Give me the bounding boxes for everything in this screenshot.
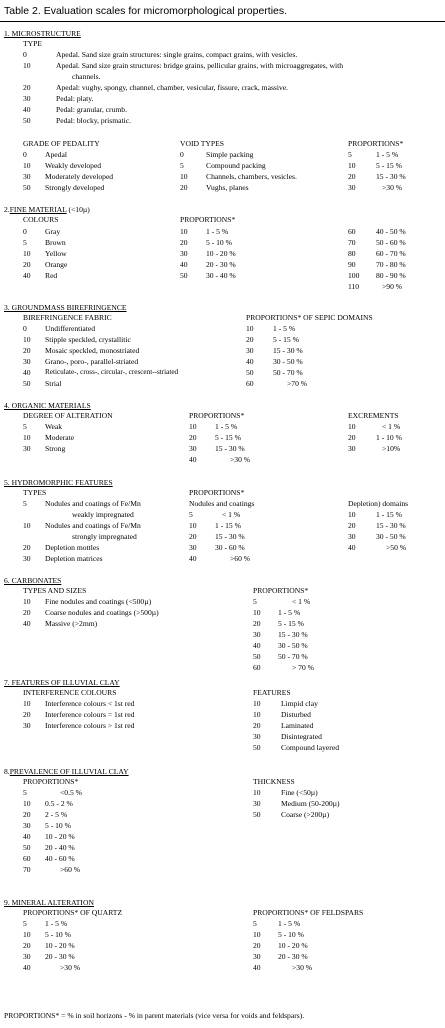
- types-heading: TYPES: [23, 488, 47, 497]
- section-5-heading: 5. HYDROMORPHIC FEATURES: [4, 478, 113, 487]
- proportions-heading: PROPORTIONS*: [348, 139, 404, 148]
- grade-of-pedality-heading: GRADE OF PEDALITY: [23, 139, 100, 148]
- proportions-heading: PROPORTIONS*: [189, 488, 245, 497]
- section-6-heading: 6. CARBONATES: [4, 576, 62, 585]
- section-2-heading: 2.FINE MATERIAL (<10µ): [4, 205, 90, 214]
- footnote: PROPORTIONS* = % in soil horizons - % in parent materials (vice versa for voids and feldspars).: [4, 1011, 305, 1020]
- evaluation-scales-document: Table 2. Evaluation scales for micromorphological properties. 1. MICROSTRUCTURE TYPE 0 Apedal. Sand size grain structures: single grains, compact grains, with vesicles. 10 Apedal. Sand size grain structures: bridge grains, pellicular grains, with microaggregates, with channels. 20 Apedal: vughy, spongy, channel, chamber, vesicular, fissure, crack, massive. 30 Pedal: platy. 40 Pedal: granular, crumb. 50 Pedal: blocky, prismatic. GRADE OF PEDALITY VOID TYPES PROPORTIONS* 0 Apedal 0 Simple packing 5 1 - 5 % 10 Weakly developed 5 Compound packing 10 5 - 15 % 30 Moderately developed 10 Channels, chambers, vesicles. 20 15 - 30 % 50 Strongly developed 20 Vughs, planes 30 >30 % 2.FINE MATERIAL (<10µ) COLOURS PROPORTIONS* 0 Gray 10 1 - 5 % 60 40 - 50 % 5 Brown 20 5 - 10 % 70 50 - 60 % 10 Yellow 30 10 - 20 % 80 60 - 70 % 20 Orange 40 20 - 30 % 90 70 - 80 % 40 Red 50 30 - 40 % 100 80 - 90 % 110 >90 % 3. GROUNDMASS BIREFRINGENCE BIREFRINGENCE FABRIC PROPORTIONS* OF SEPIC DOMAINS 0 Undifferentiated 10 1 - 5 % 10 Stipple speckled, crystallitic 20 5 - 15 % 20 Mosaic speckled, monostriated 30 15 - 30 % 30 Grano-, poro-, parallel-striated 40 30 - 50 % 40 Reticulate-, cross-, circular-, crescent--striated 50 50 - 70 % 50 Strial 60 >70 % 4. ORGANIC MATERIALS DEGREE OF ALTERATION PROPORTIONS* EXCREMENTS 5 Weak 10 1 - 5 % 10 < 1 % 10 Moderate 20 5 - 15 % 20 1 - 10 % 30 Strong 30 15 - 30 % 30 >10% 40 >30 % 5. HYDROMORPHIC FEATURES TYPES PROPORTIONS* Nodules and coatings Depletion) domains 5 Nodules and coatings of Fe/Mn weakly impregnated 5 < 1 % 10 1 - 15 % 10 Nodules and coatings of Fe/Mn 10 1 - 15 % 20 15 - 30 % strongly impregnated 20 15 - 30 % 30 30 - 50 % 20 Depletion mottles 30 30 - 60 % 40 >50 % 30 Depletion matrices 40 >60 % 6. CARBONATES TYPES AND SIZES PROPORTIONS* 10 Fine nodules and coatings (<500µ) 20 Coarse nodules and coatings (>500µ) 40 Massive (>2mm) 5 < 1 % 10 1 - 5 % 20 5 - 15 % 30 15 - 30 % 40 30 - 50 % 50 50 - 70 % 60 > 70 % 7. FEATURES OF ILLUVIAL CLAY INTERFERENCE COLOURS FEATURES 10 Interference colours < 1st red 20 Interference colours = 1st red 30 Interference colours > 1st red 10 Limpid clay 10 Disturbed 20 Laminated 30 Disintegrated 50 Compound layered 8.PREVALENCE OF ILLUVIAL CLAY PROPORTIONS* THICKNESS 5 <0.5 % 10 0.5 - 2 % 20 2 - 5 % 30 5 - 10 % 40 10 - 20 % 50 20 - 40 % 60 40 - 60 % 70 >60 % 10 Fine (<50µ) 30 Medium (50-200µ) 50 Coarse (>200µ) 9. MINERAL ALTERATION PROPORTIONS* OF QUARTZ PROPORTIONS* OF FELDSPARS 5 1 - 5 % 5 1 - 5 % 10 5 - 10 % 10 5 - 10 % 20 10 - 20 % 20 10 - 20 % 30 20 - 30 % 30 20 - 30 % 40 >30 % 40 >30 % PROPORTIONS* = % in soil horizons - % in parent materials (vice versa for voids and feldspars).: [0, 0, 445, 1028]
- type-subheading: TYPE: [23, 39, 42, 48]
- depletion-domains-label: Depletion) domains: [348, 499, 409, 508]
- section-7-heading: 7. FEATURES OF ILLUVIAL CLAY: [4, 678, 120, 687]
- excrements-heading: EXCREMENTS: [348, 411, 399, 420]
- page-title: Table 2. Evaluation scales for micromorphological properties.: [4, 5, 288, 17]
- birefringence-fabric-heading: BIREFRINGENCE FABRIC: [23, 313, 112, 322]
- section-9-heading: 9. MINERAL ALTERATION: [4, 898, 94, 907]
- quartz-proportions-heading: PROPORTIONS* OF QUARTZ: [23, 908, 123, 917]
- thickness-heading: THICKNESS: [253, 777, 295, 786]
- section-4-heading: 4. ORGANIC MATERIALS: [4, 401, 91, 410]
- proportions-heading: PROPORTIONS*: [180, 215, 236, 224]
- feldspar-proportions-heading: PROPORTIONS* OF FELDSPARS: [253, 908, 364, 917]
- degree-of-alteration-heading: DEGREE OF ALTERATION: [23, 411, 113, 420]
- interference-colours-heading: INTERFERENCE COLOURS: [23, 688, 117, 697]
- proportions-heading: PROPORTIONS*: [189, 411, 245, 420]
- nodules-coatings-label: Nodules and coatings: [189, 499, 255, 508]
- title-divider: [0, 21, 445, 22]
- colours-heading: COLOURS: [23, 215, 59, 224]
- proportions-heading: PROPORTIONS*: [23, 777, 79, 786]
- proportions-heading: PROPORTIONS*: [253, 586, 309, 595]
- features-heading: FEATURES: [253, 688, 291, 697]
- section-1-heading: 1. MICROSTRUCTURE: [4, 29, 81, 38]
- void-types-heading: VOID TYPES: [180, 139, 224, 148]
- sepic-proportions-heading: PROPORTIONS* OF SEPIC DOMAINS: [246, 313, 373, 322]
- types-and-sizes-heading: TYPES AND SIZES: [23, 586, 87, 595]
- section-8-heading: 8.PREVALENCE OF ILLUVIAL CLAY: [4, 767, 129, 776]
- section-3-heading: 3. GROUNDMASS BIREFRINGENCE: [4, 303, 127, 312]
